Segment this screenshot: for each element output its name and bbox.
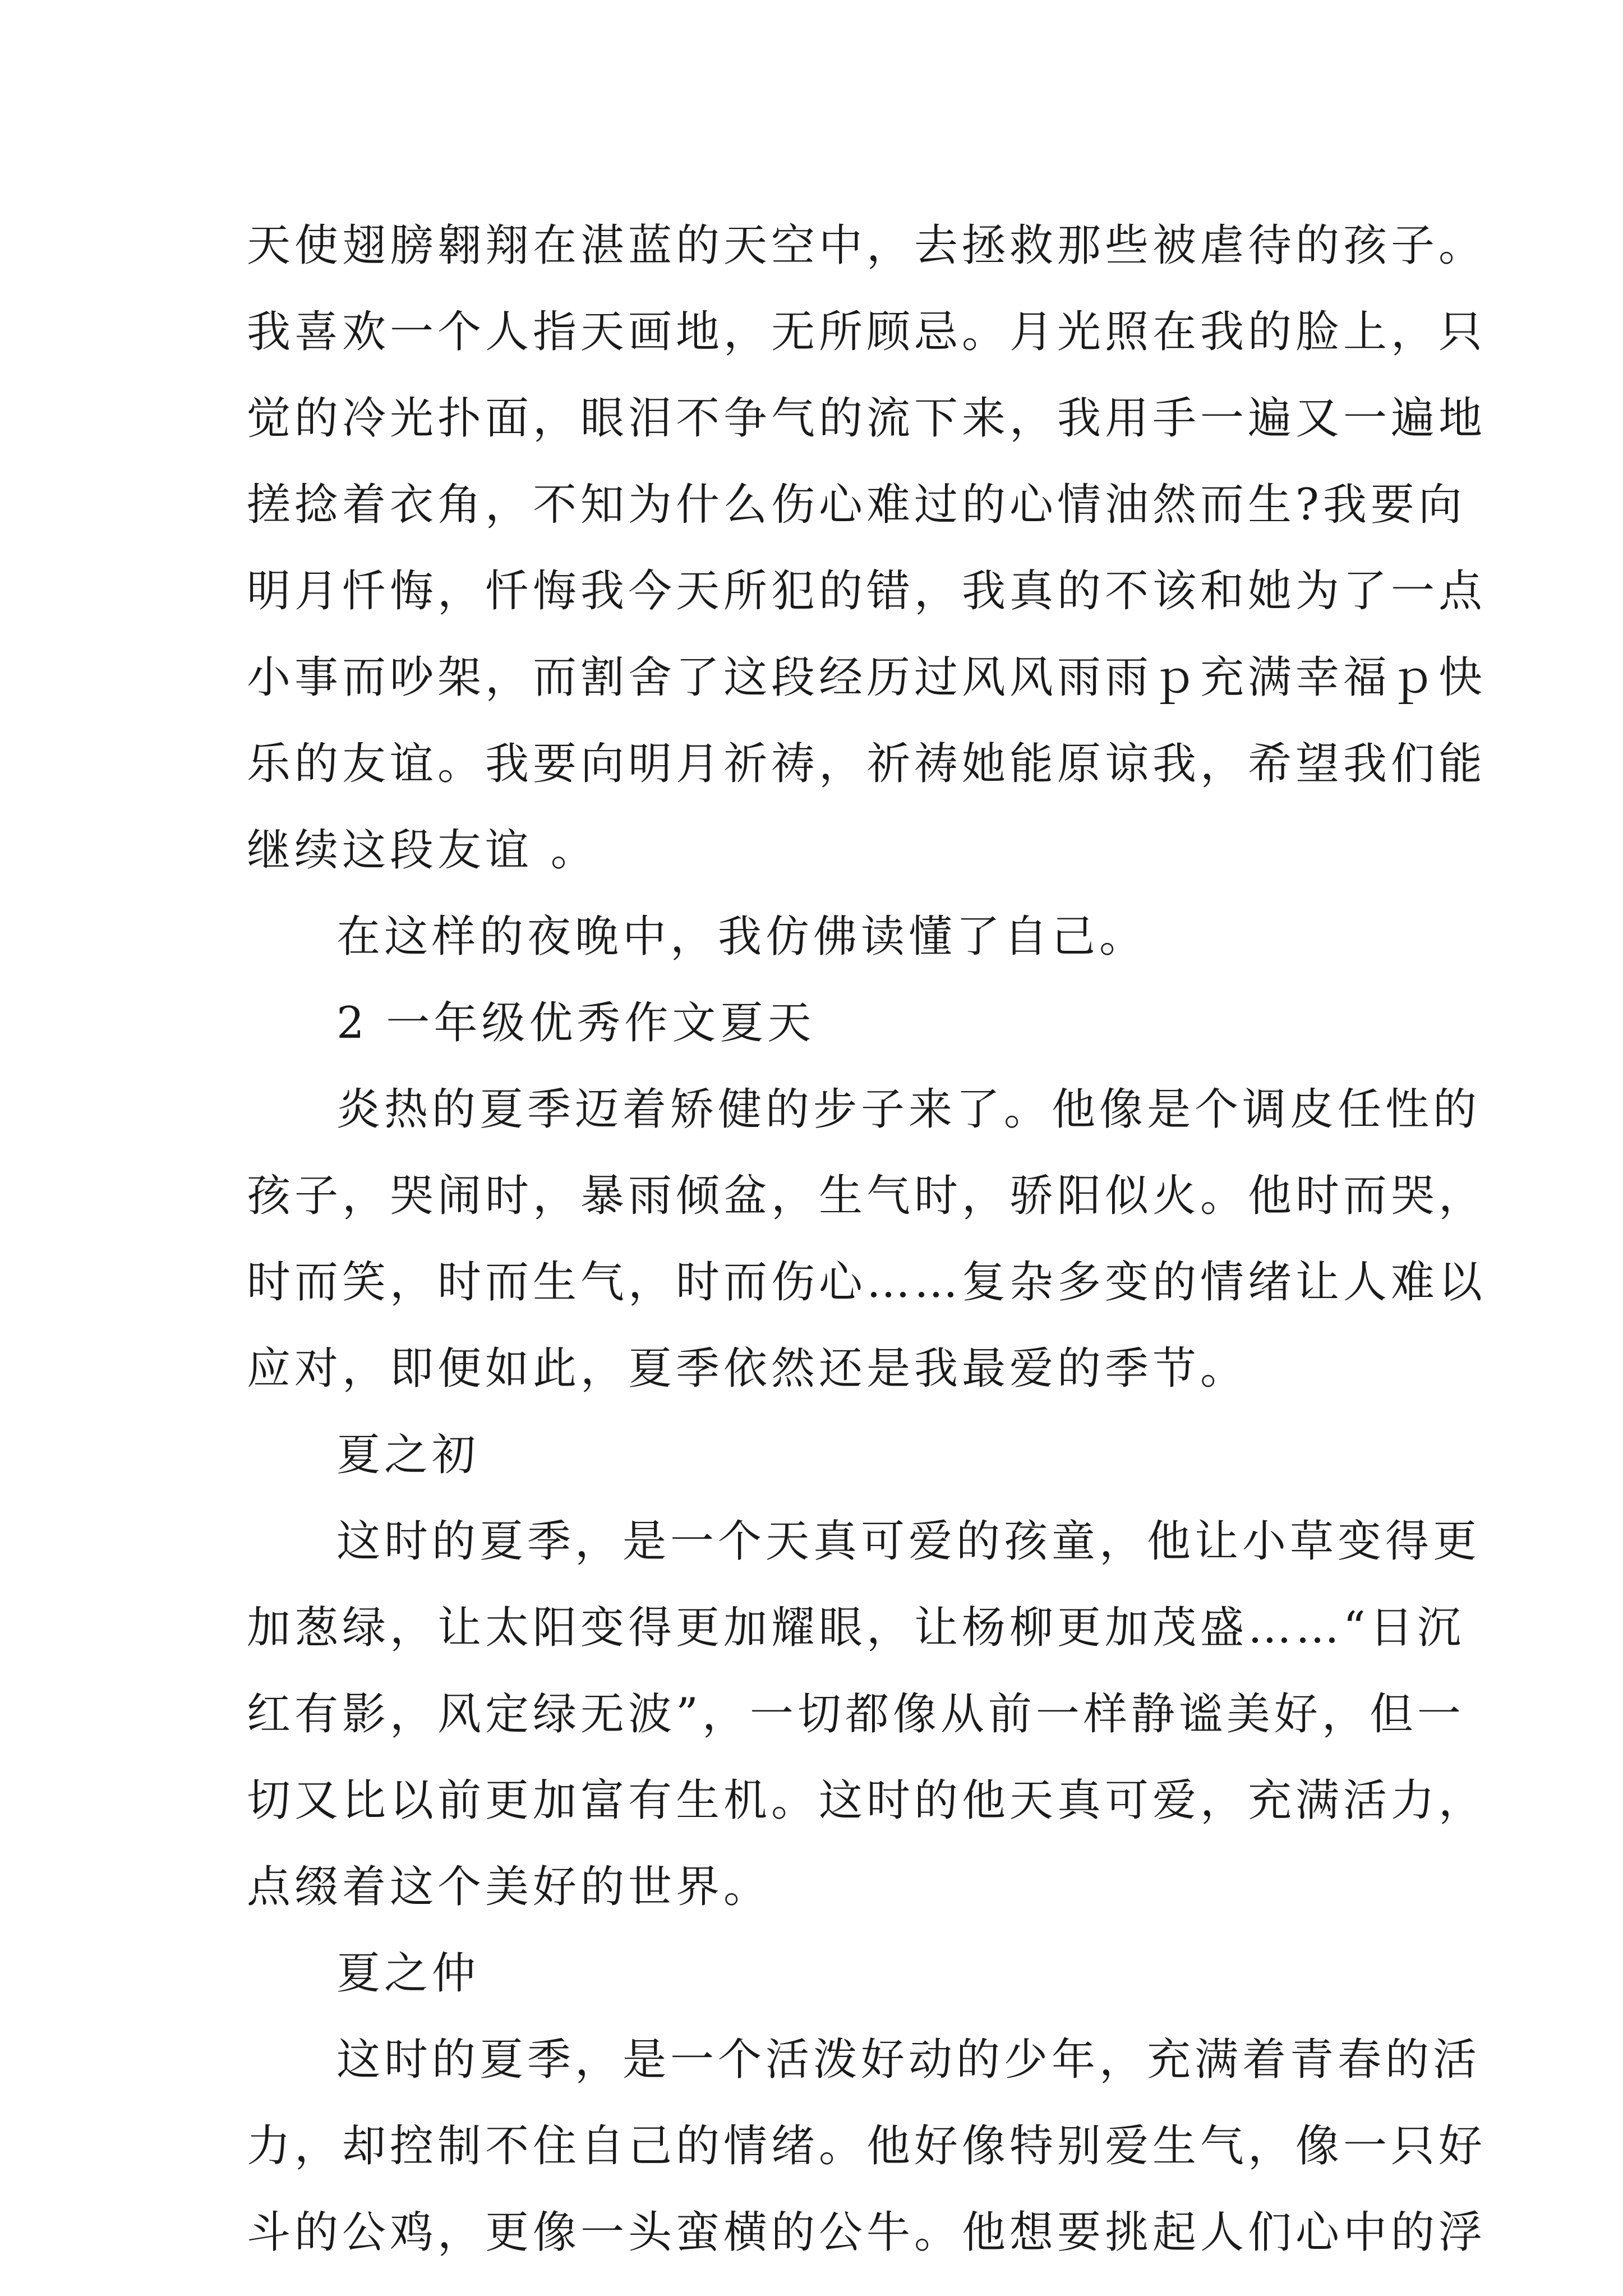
text-line: 乐的友谊。我要向明月祈祷，祈祷她能原谅我，希望我们能 [247, 739, 1487, 789]
text-line: 应对，即便如此，夏季依然还是我最爱的季节。 [247, 1343, 1248, 1394]
text-line: 天使翅膀翱翔在湛蓝的天空中，去拯救那些被虐待的孩子。 [247, 220, 1487, 271]
paragraph-line: 在这样的夜晚中，我仿佛读懂了自己。 [336, 912, 1147, 962]
text-line: 小事而吵架，而割舍了这段经历过风风雨雨ｐ充满幸福ｐ快 [247, 652, 1487, 703]
text-line: 力，却控制不住自己的情绪。他好像特别爱生气，像一只好 [247, 2121, 1487, 2171]
paragraph-line: 炎热的夏季迈着矫健的步子来了。他像是个调皮任性的 [336, 1084, 1481, 1135]
text-line: 孩子，哭闹时，暴雨倾盆，生气时，骄阳似火。他时而哭， [247, 1171, 1487, 1221]
text-line: 加葱绿，让太阳变得更加耀眼，让杨柳更加茂盛……“日沉 [247, 1603, 1465, 1653]
subheading: 夏之仲 [336, 1948, 480, 1999]
text-line: 斗的公鸡，更像一头蛮横的公牛。他想要挑起人们心中的浮 [247, 2207, 1487, 2258]
text-line: 我喜欢一个人指天画地，无所顾忌。月光照在我的脸上，只 [247, 307, 1487, 357]
paragraph-line: 这时的夏季，是一个活泼好动的少年，充满着青春的活 [336, 2035, 1481, 2085]
text-line: 明月忏悔，忏悔我今天所犯的错，我真的不该和她为了一点 [247, 566, 1487, 616]
text-line: 点缀着这个美好的世界。 [247, 1862, 772, 1912]
text-line: 继续这段友谊 。 [247, 825, 598, 876]
text-line: 切又比以前更加富有生机。这时的他天真可爱，充满活力， [247, 1775, 1487, 1826]
paragraph-line: 这时的夏季，是一个天真可爱的孩童，他让小草变得更 [336, 1516, 1481, 1567]
text-line: 觉的冷光扑面，眼泪不争气的流下来，我用手一遍又一遍地 [247, 393, 1487, 444]
text-line: 红有影，风定绿无波”，一切都像从前一样静谧美好，但一 [247, 1689, 1465, 1740]
section-heading: 2 一年级优秀作文夏天 [336, 998, 815, 1048]
text-line: 搓捻着衣角，不知为什么伤心难过的心情油然而生?我要向 [247, 480, 1466, 530]
text-line: 时而笑，时而生气，时而伤心……复杂多变的情绪让人难以 [247, 1257, 1487, 1308]
subheading: 夏之初 [336, 1430, 480, 1480]
